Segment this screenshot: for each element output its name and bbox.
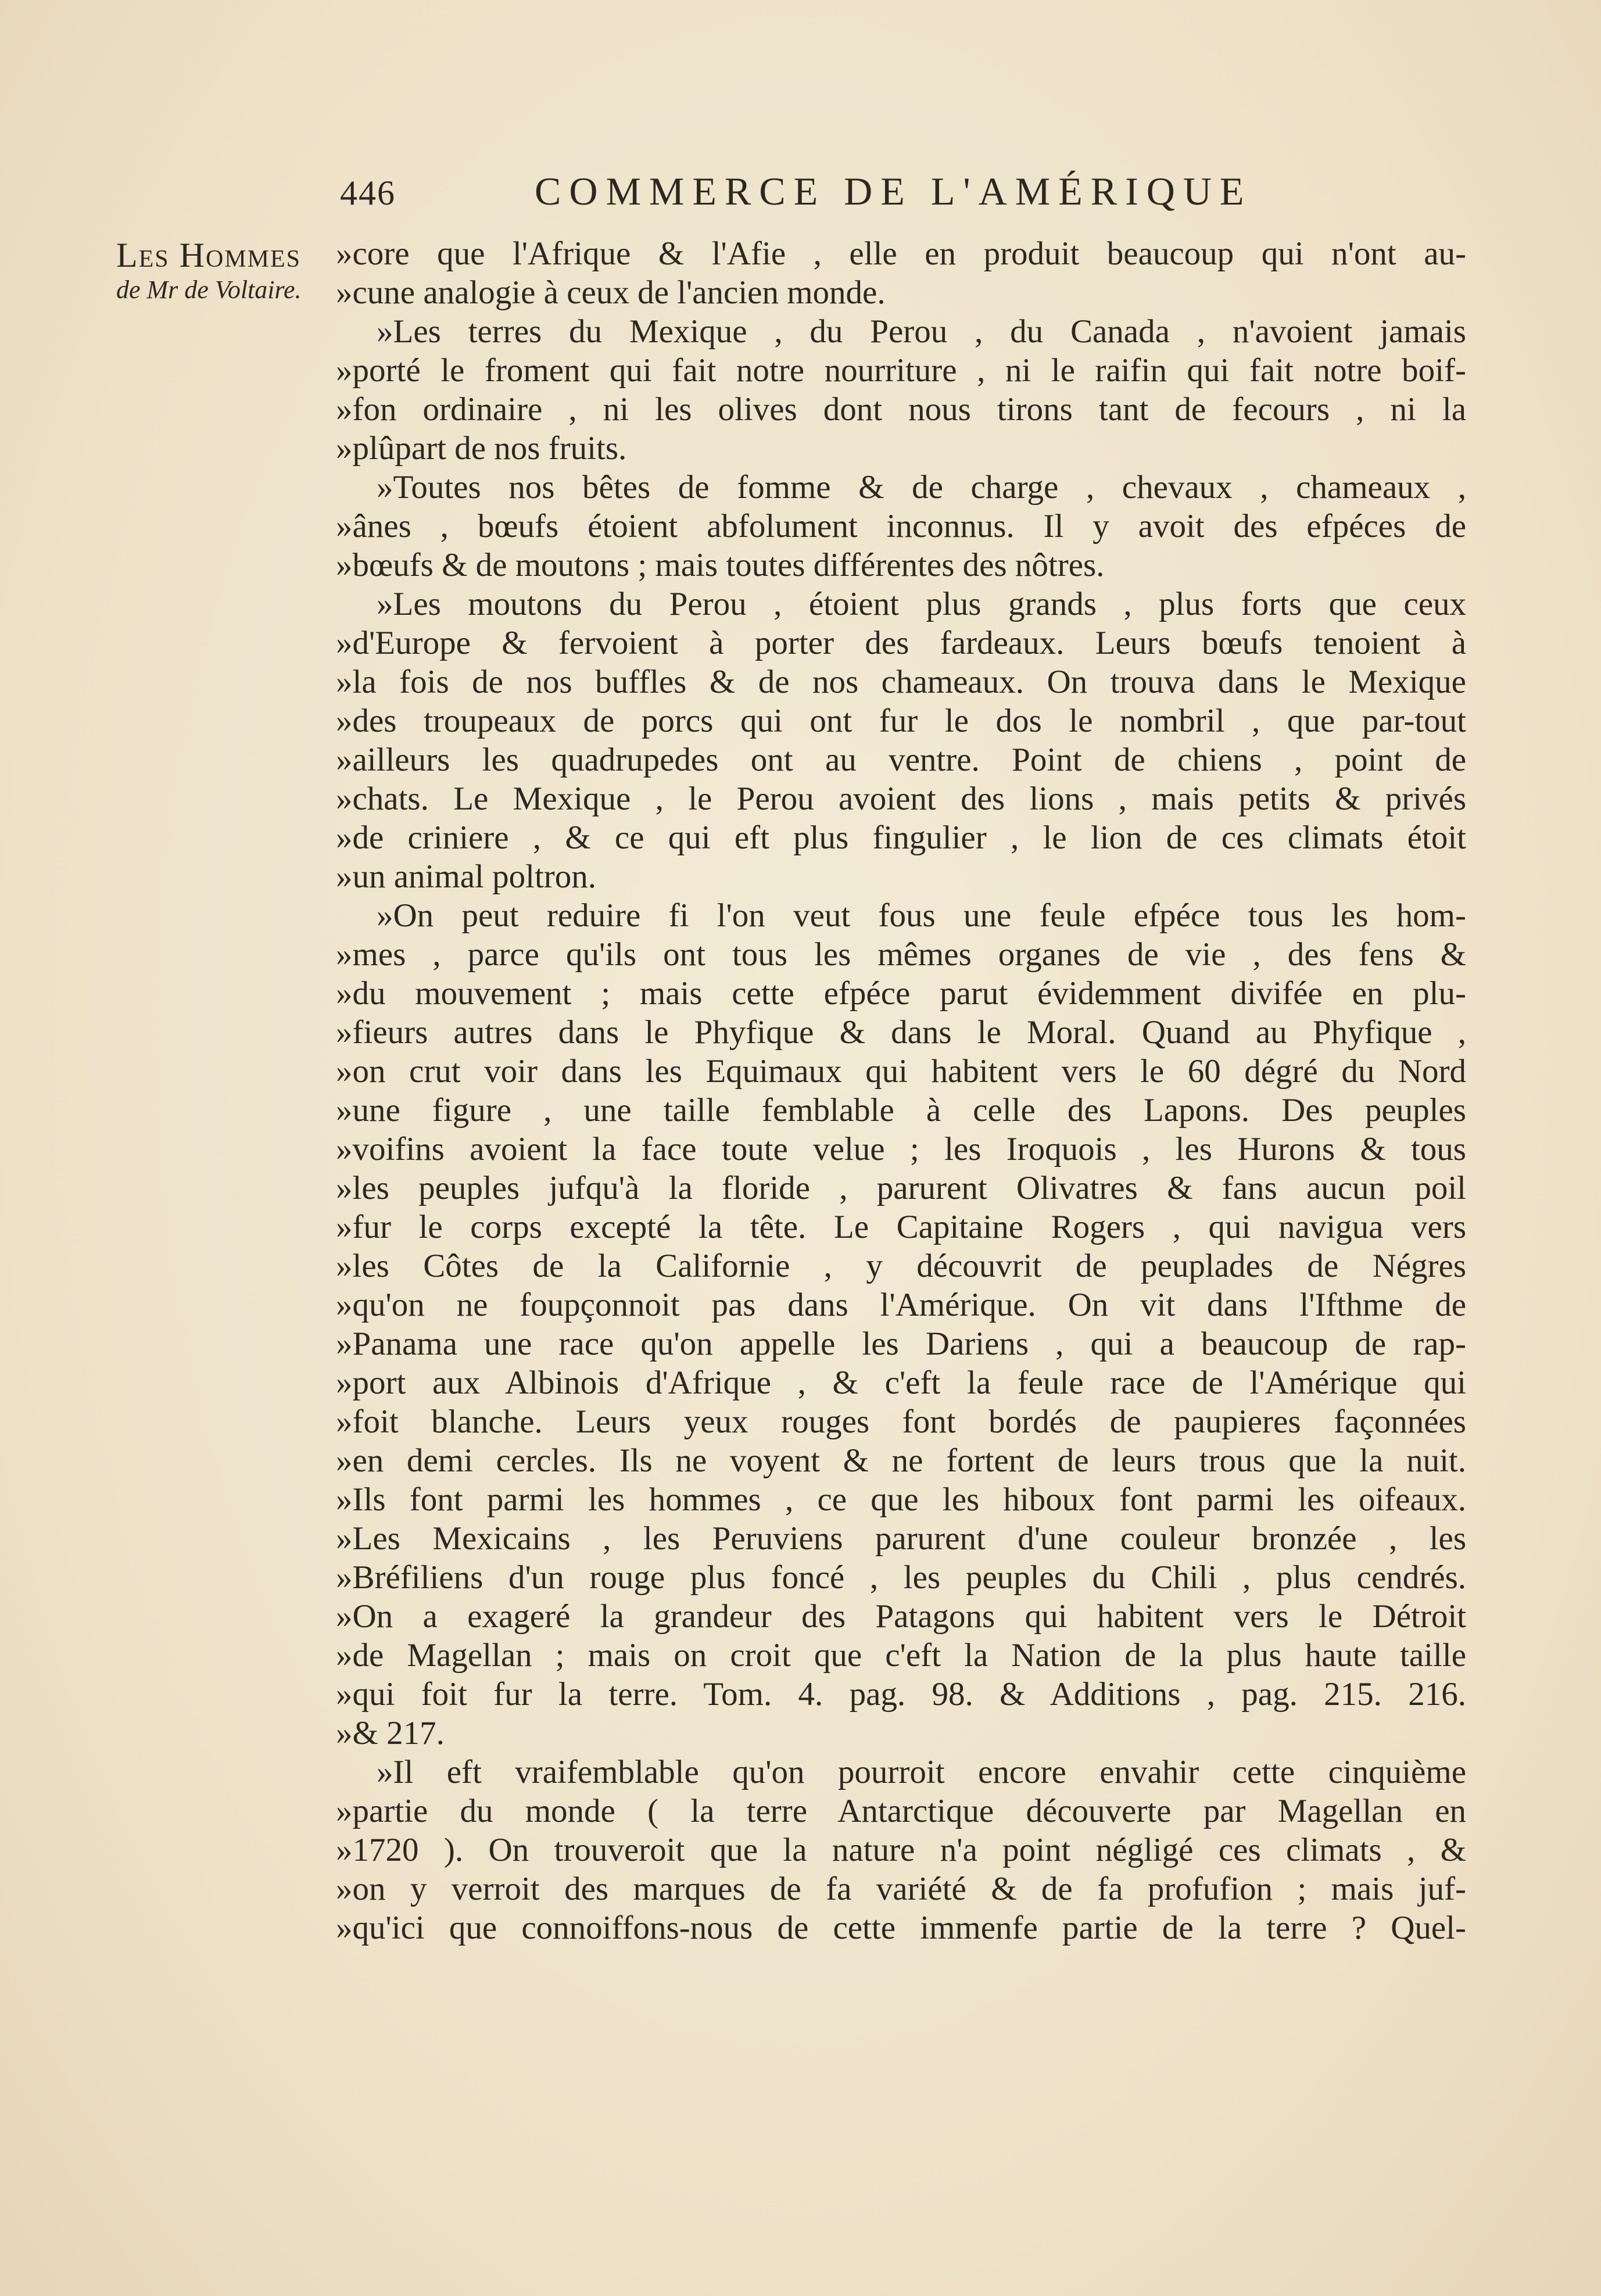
text-line: »chats. Le Mexique , le Perou avoient des lions , mais petits & privés — [336, 780, 1466, 817]
text-line: »foit blanche. Leurs yeux rouges font bordés de paupieres façonnées — [336, 1403, 1466, 1440]
text-line: »fon ordinaire , ni les olives dont nous tirons tant de fecours , ni la — [336, 391, 1466, 428]
text-line: »On peut reduire fi l'on veut fous une feule efpéce tous les hom- — [377, 897, 1466, 934]
text-line: »fur le corps excepté la tête. Le Capitaine Rogers , qui navigua vers — [336, 1209, 1466, 1245]
text-line: »des troupeaux de porcs qui ont fur le dos le nombril , que par-tout — [336, 703, 1466, 739]
text-line: »voifins avoient la face toute velue ; les Iroquois , les Hurons & tous — [336, 1131, 1466, 1167]
text-line: »ailleurs les quadrupedes ont au ventre. Point de chiens , point de — [336, 742, 1466, 778]
text-line: »fieurs autres dans le Phyfique & dans le Moral. Quand au Phyfique , — [336, 1014, 1466, 1051]
text-line: »de criniere , & ce qui eft plus fingulier , le lion de ces climats étoit — [336, 819, 1466, 856]
text-line: »d'Europe & fervoient à porter des fardeaux. Leurs bœufs tenoient à — [336, 625, 1466, 661]
text-line: »1720 ). On trouveroit que la nature n'a point négligé ces climats , & — [336, 1832, 1466, 1868]
text-line: »la fois de nos buffles & de nos chameaux. On trouva dans le Mexique — [336, 664, 1466, 700]
text-line: »Panama une race qu'on appelle les Dariens , qui a beaucoup de rap- — [336, 1326, 1466, 1362]
text-line: »mes , parce qu'ils ont tous les mêmes organes de vie , des fens & — [336, 936, 1466, 973]
text-line: »on y verroit des marques de fa variété & de fa profufion ; mais juf- — [336, 1871, 1466, 1907]
text-line: »cune analogie à ceux de l'ancien monde. — [336, 274, 886, 311]
running-title: COMMERCE DE L'AMÉRIQUE — [535, 169, 1252, 213]
text-line: »en demi cercles. Ils ne voyent & ne fortent de leurs trous que la nuit. — [336, 1442, 1466, 1479]
text-line: »ânes , bœufs étoient abfolument inconnus. Il y avoit des efpéces de — [336, 508, 1466, 545]
page-number: 446 — [340, 174, 396, 212]
text-line: »Toutes nos bêtes de fomme & de charge , chevaux , chameaux , — [377, 469, 1466, 506]
text-line: »qu'on ne foupçonnoit pas dans l'Amérique. On vit dans l'Ifthme de — [336, 1287, 1466, 1323]
text-line: »une figure , une taille femblable à celle des Lapons. Des peuples — [336, 1092, 1466, 1129]
text-line: »plûpart de nos fruits. — [336, 430, 627, 467]
text-line: »Bréfiliens d'un rouge plus foncé , les peuples du Chili , plus cendrés. — [336, 1559, 1466, 1596]
text-line: »Il eft vraifemblable qu'on pourroit encore envahir cette cinquième — [377, 1754, 1466, 1790]
text-line: »bœufs & de moutons ; mais toutes différentes des nôtres. — [336, 547, 1105, 583]
text-line: »un animal poltron. — [336, 858, 597, 895]
body-text — [336, 234, 1466, 1947]
margin-note-title: Les Hommes — [116, 236, 302, 274]
text-line: »porté le froment qui fait notre nourriture , ni le raifin qui fait notre boif- — [336, 352, 1466, 389]
text-line: »Les terres du Mexique , du Perou , du Canada , n'avoient jamais — [377, 313, 1466, 350]
text-line: »port aux Albinois d'Afrique , & c'eft la feule race de l'Amérique qui — [336, 1364, 1466, 1401]
page-header — [340, 169, 1328, 227]
text-line: »Les moutons du Perou , étoient plus grands , plus forts que ceux — [377, 586, 1466, 622]
text-line: »partie du monde ( la terre Antarctique découverte par Magellan en — [336, 1793, 1466, 1829]
text-line: »on crut voir dans les Equimaux qui habitent vers le 60 dégré du Nord — [336, 1053, 1466, 1090]
text-line: »du mouvement ; mais cette efpéce parut évidemment divifée en plu- — [336, 975, 1466, 1012]
margin-note-author: de Mr de Voltaire. — [116, 275, 302, 304]
text-line: »les Côtes de la Californie , y découvrit de peuplades de Négres — [336, 1248, 1466, 1284]
text-line: »core que l'Afrique & l'Afie , elle en produit beaucoup qui n'ont au- — [336, 235, 1466, 272]
text-line: »Les Mexicains , les Peruviens parurent d'une couleur bronzée , les — [336, 1520, 1466, 1557]
text-line: »Ils font parmi les hommes , ce que les hiboux font parmi les oifeaux. — [336, 1481, 1466, 1518]
text-line: »& 217. — [336, 1715, 445, 1751]
text-line: »qu'ici que connoiffons-nous de cette immenfe partie de la terre ? Quel- — [336, 1910, 1466, 1946]
text-line: »de Magellan ; mais on croit que c'eft la Nation de la plus haute taille — [336, 1637, 1466, 1674]
text-line: »On a exageré la grandeur des Patagons qui habitent vers le Détroit — [336, 1598, 1466, 1635]
text-line: »qui foit fur la terre. Tom. 4. pag. 98. & Additions , pag. 215. 216. — [336, 1676, 1466, 1713]
text-line: »les peuples jufqu'à la floride , parurent Olivatres & fans aucun poil — [336, 1170, 1466, 1206]
